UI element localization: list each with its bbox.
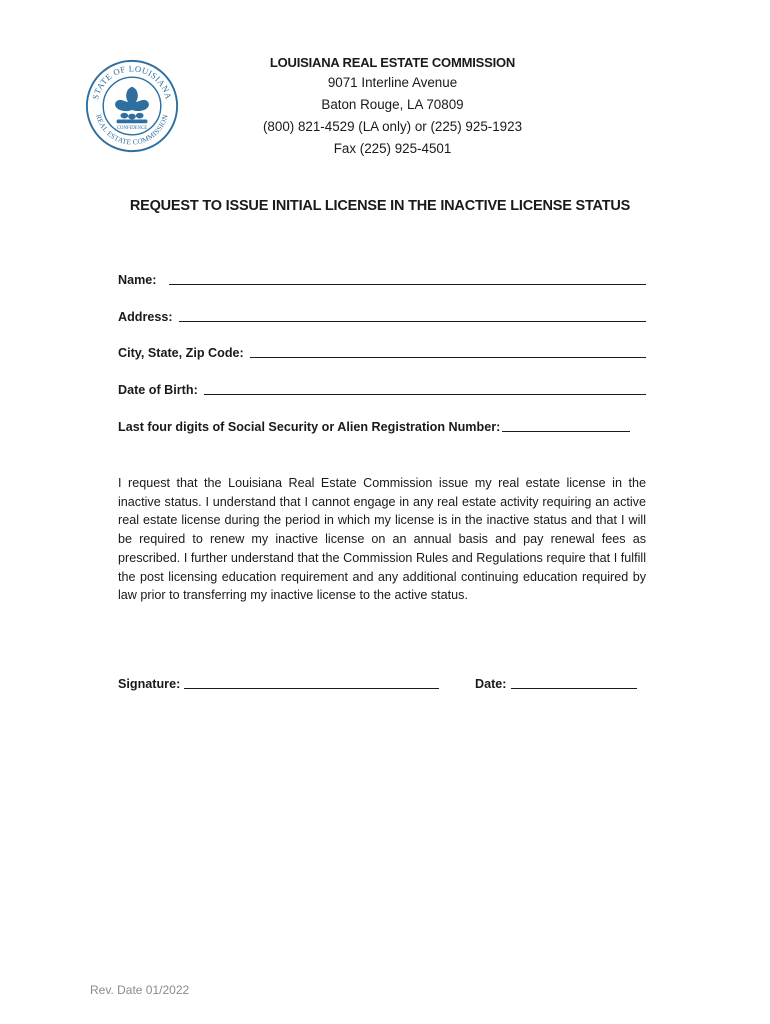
signature-input-line[interactable] [184,676,439,689]
date-of-birth-field[interactable] [118,382,646,397]
svg-text:REAL ESTATE COMMISSION: REAL ESTATE COMMISSION [94,113,170,147]
ssn-last-four-label: Last four digits of Social Security or Alien Registration Number: [118,420,501,434]
fax-number: Fax (225) 925-4501 [333,141,452,156]
city-state-zip-label: City, State, Zip Code: [118,346,244,360]
ssn-last-four-field[interactable] [118,419,646,434]
svg-text:CONFIDENCE: CONFIDENCE [116,126,148,132]
name-field[interactable] [118,272,646,287]
date-label: Date: [475,677,507,691]
name-input-line[interactable] [169,272,647,285]
svg-text:STATE OF LOUISIANA: STATE OF LOUISIANA [90,63,174,101]
form-title: REQUEST TO ISSUE INITIAL LICENSE IN THE INACTIVE LICENSE STATUS [129,198,631,214]
date-of-birth-label: Date of Birth: [118,383,198,397]
address-field[interactable] [118,309,646,324]
date-input-line[interactable] [511,676,637,689]
address-label: Address: [118,310,173,324]
city-state-zip-field[interactable] [118,345,646,360]
revision-date: Rev. Date 01/2022 [90,983,190,997]
phone-numbers: (800) 821-4529 (LA only) or (225) 925-1923 [262,119,523,134]
ssn-last-four-input-line[interactable] [502,419,630,432]
louisiana-seal-logo [84,58,180,154]
date-of-birth-input-line[interactable] [204,382,646,395]
address-input-line[interactable] [179,309,646,322]
city-state-zip-input-line[interactable] [250,345,646,358]
name-label: Name: [118,273,157,287]
signature-label: Signature: [118,677,181,691]
signature-field[interactable] [118,676,439,691]
statement-paragraph: I request that the Louisiana Real Estate Commission issue my real estate license in the inactive status. I understand that I cannot engage in any real estate activity requiring an active real estate license during the period in which my license is in the inactive status and that I will be required to renew my inactive license on an annual basis and pay renewal fees as prescribed. I further understand that the Commission Rules and Regulations require that I fulfill the post licensing education requirement and any additional continuing education required by law prior to transferring my inactive license to the active status. [118,476,646,603]
date-field[interactable] [475,676,637,691]
organization-name: LOUISIANA REAL ESTATE COMMISSION [269,55,516,70]
street-address: 9071 Interline Avenue [327,75,458,90]
letterhead [205,54,580,160]
city-state-zip: Baton Rouge, LA 70809 [321,97,464,112]
